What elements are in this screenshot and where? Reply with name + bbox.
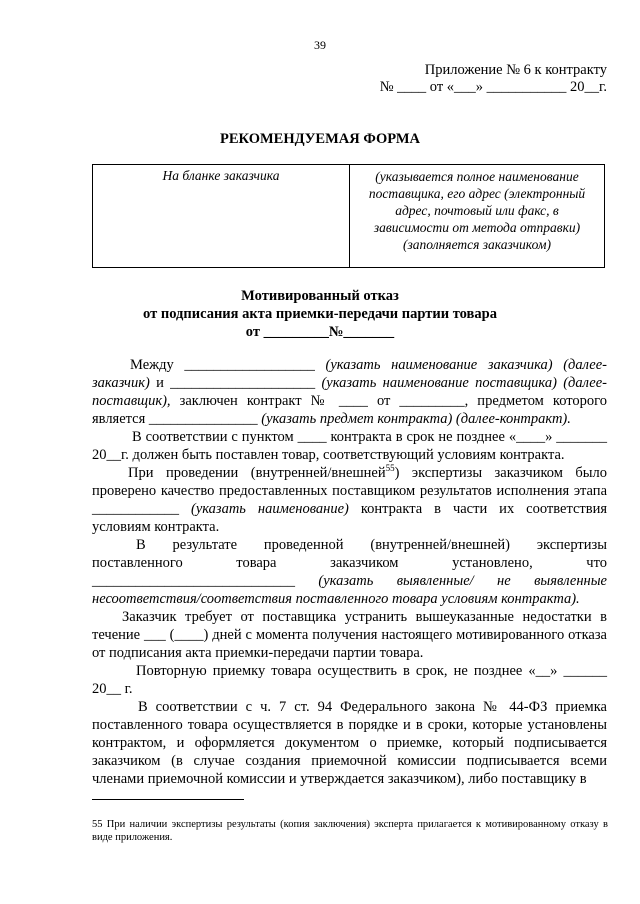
p1-text-a: Между __________________ <box>130 357 326 373</box>
header-table <box>92 164 605 268</box>
footnote-divider <box>92 799 244 800</box>
p3-text-b: ) экспертизы заказчиком было проверено качество предоставленных поставщиком результатов исполнения этапа ____________ <box>92 465 607 517</box>
paragraph-reacceptance: Повторную приемку товара осуществить в срок, не позднее «__» ______ 20__ г. <box>92 663 607 697</box>
p3-text-d: контракта в части их соответствия условиям контракта. <box>92 501 608 535</box>
p3-text-a: При проведении (внутренней/внешней <box>128 465 386 481</box>
appendix-reference <box>380 62 607 96</box>
footnote-55: 55 При наличии экспертизы результаты (копия заключения) эксперта прилагается к мотивированному отказу в виде приложения. <box>92 819 608 843</box>
p4-text-a: В результате проведенной (внутренней/внешней) экспертизы поставленного товара заказчиком установлено, что ____________________________ <box>92 537 607 589</box>
paragraph-law-reference: В соответствии с ч. 7 ст. 94 Федерального закона № 44-ФЗ приемка поставленного товара осуществляется в порядке и в сроки, которые установлены контрактом, и оформляется документом о приемке, который подписывается заказчиком (в случае создания приемочной комиссии подписывается всеми членами приемочной комиссии и утверждается заказчиком), либо поставщику в <box>92 699 607 787</box>
p1-hint-subject: (указать предмет контракта) (далее-контракт). <box>261 411 571 427</box>
paragraph-expertise <box>92 464 607 536</box>
footnote-ref: 55 <box>385 463 395 474</box>
p4-hint-findings: (указать выявленные/ не выявленные несоответствия/соответствия поставленного товара условиям контракта). <box>92 573 607 607</box>
p1-hint-customer: (указать наименование заказчика) (далее-заказчик) <box>92 357 607 391</box>
page-number: 39 <box>314 38 326 52</box>
document-title-line-3: от _________№_______ <box>245 324 395 340</box>
document-title-line-1: Мотивированный отказ <box>241 288 399 304</box>
paragraph-parties <box>92 356 607 428</box>
paragraph-result <box>92 536 607 608</box>
document-title <box>0 287 640 341</box>
p1-text-e: заключен контракт № ____ от _________, предметом которого является _______________ <box>92 393 607 427</box>
paragraph-requirement: Заказчик требует от поставщика устранить вышеуказанные недостатки в течение ___ (____) дней с момента получения настоящего мотивированного отказа от подписания акта приемки-передачи партии товара. <box>92 609 607 661</box>
document-body <box>92 356 607 788</box>
paragraph-delivery-term: В соответствии с пунктом ____ контракта в срок не позднее «____» _______ 20__г. должен быть поставлен товар, соответствующий условиям контракта. <box>92 429 607 463</box>
supplier-address-cell: (указывается полное наименование поставщика, его адрес (электронный адрес, почтовый или факс, в зависимости от метода отправки) (заполняется заказчиком) <box>368 169 586 252</box>
customer-letterhead-cell: На бланке заказчика <box>93 165 350 267</box>
p3-hint-stage: (указать наименование) <box>190 501 349 517</box>
p1-hint-supplier: (указать наименование поставщика) (далее-поставщик), <box>92 375 607 409</box>
p1-text-c: и ____________________ <box>149 375 322 391</box>
appendix-line-1: Приложение № 6 к контракту <box>424 62 607 78</box>
form-title: РЕКОМЕНДУЕМАЯ ФОРМА <box>220 131 420 147</box>
document-title-line-2: от подписания акта приемки-передачи партии товара <box>143 306 497 322</box>
appendix-line-2: № ____ от «___» ___________ 20__г. <box>379 79 607 95</box>
